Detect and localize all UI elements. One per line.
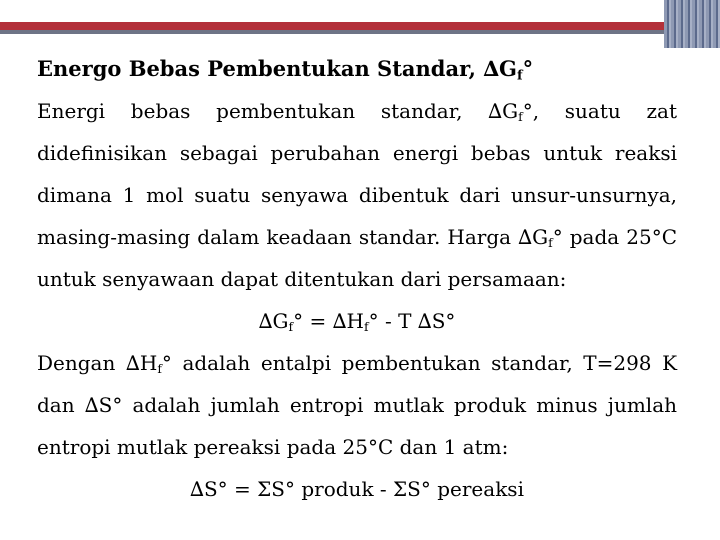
- para1-sub-b: f: [548, 235, 553, 251]
- para1-text-b: °, suatu zat didefinisikan sebagai perubahan energi bebas untuk reaksi dimana 1 mol suatu senyawa dibentuk dari unsur-unsurnya, masing-masing dalam keadaan standar. Harga ∆G: [37, 99, 677, 249]
- eq1-part-2: ° = ∆H: [293, 309, 364, 333]
- para1-text-c: ° pada 25°C untuk senyawaan dapat ditentukan dari persamaan:: [37, 225, 678, 291]
- eq1-part-3: ° - T ∆S°: [368, 309, 456, 333]
- para2-text-b: ° adalah entalpi pembentukan standar, T=298 K dan ∆S° adalah jumlah entropi mutlak produk minus jumlah entropi mutlak pereaksi pada 25°C dan 1 atm:: [37, 351, 678, 459]
- eq1-sub-1: f: [288, 319, 294, 335]
- para2-sub: f: [157, 361, 162, 377]
- header-stripe-pattern: [664, 0, 720, 48]
- eq1-sub-2: f: [364, 319, 369, 335]
- gibbs-equation: [37, 300, 677, 342]
- para1-text-a: Energi bebas pembentukan standar, ∆G: [37, 99, 519, 123]
- slide-content: [37, 52, 677, 510]
- para2-text-a: Dengan ∆H: [37, 351, 158, 375]
- title-subscript: f: [517, 68, 523, 84]
- explanation-paragraph: [37, 342, 677, 468]
- para1-sub-a: f: [518, 109, 523, 125]
- slide-title: [37, 52, 677, 86]
- title-text: Energo Bebas Pembentukan Standar, ∆G: [37, 56, 517, 81]
- title-degree: °: [522, 56, 534, 81]
- eq1-part-1: ∆G: [258, 309, 289, 333]
- header-gray-band: [0, 30, 720, 34]
- header-red-band: [0, 22, 720, 30]
- entropy-equation: ∆S° = ΣS° produk - ΣS° pereaksi: [190, 477, 524, 501]
- definition-paragraph: [37, 90, 677, 300]
